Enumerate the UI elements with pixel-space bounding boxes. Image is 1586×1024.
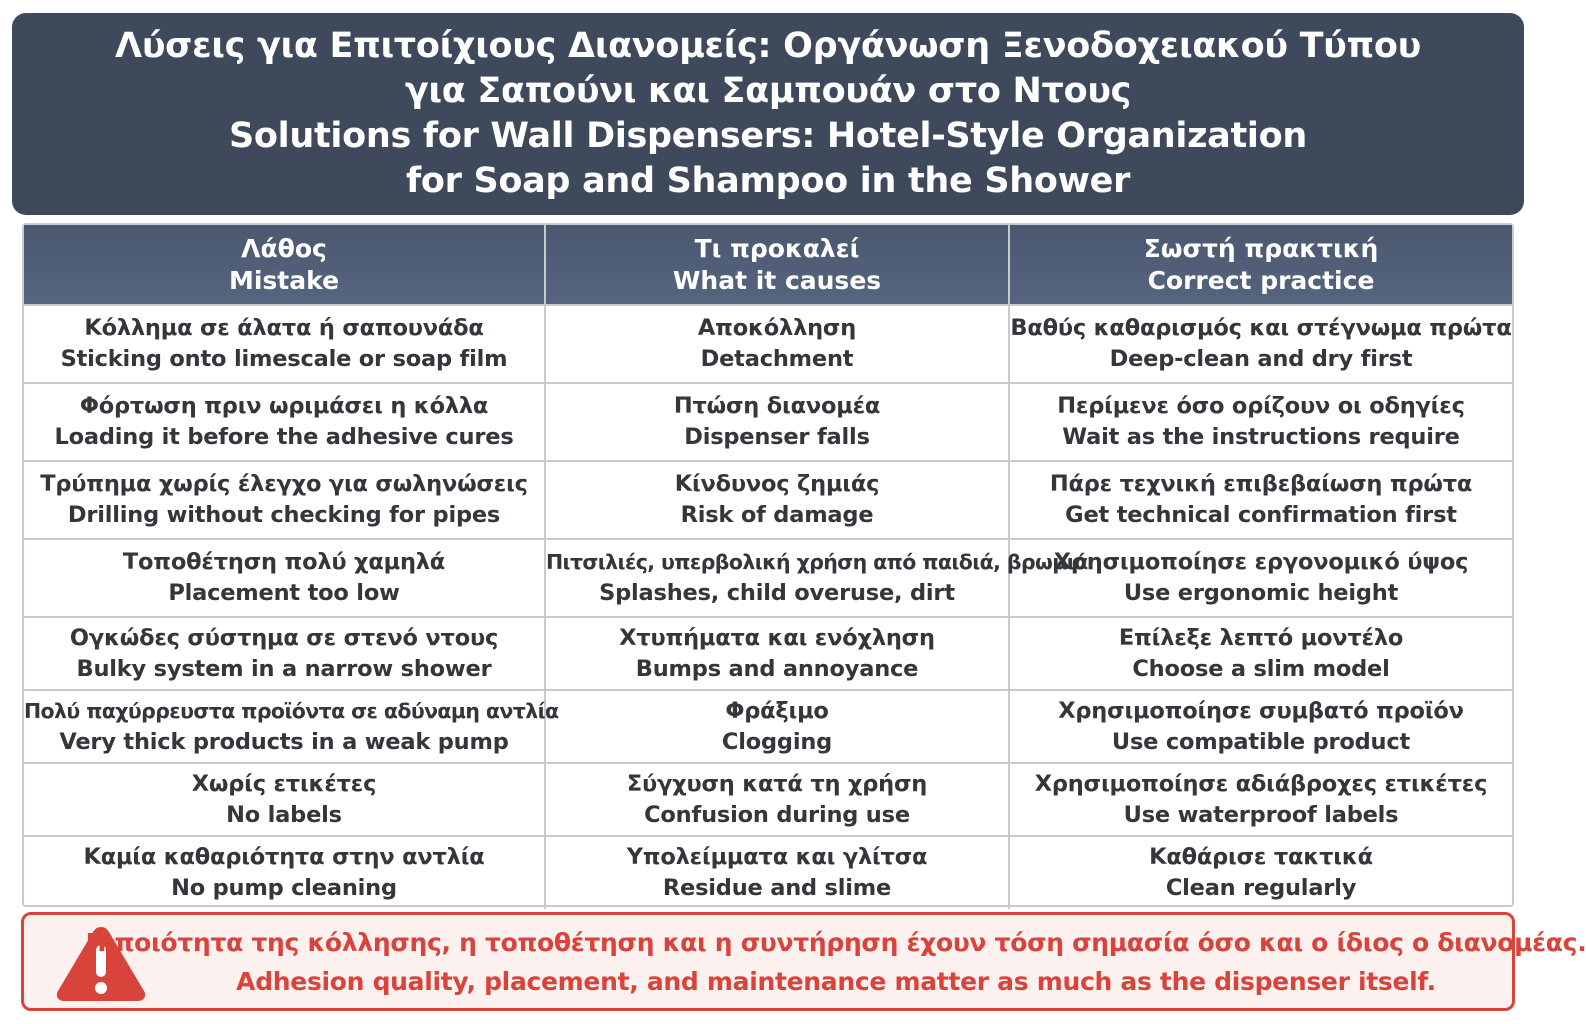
title-english-line-2: for Soap and Shampoo in the Shower <box>405 161 1131 201</box>
table-row <box>24 305 1512 383</box>
cell-el: Χρησιμοποίησε αδιάβροχες ετικέτες <box>1034 770 1488 797</box>
cell-el: Πολύ παχύρρευστα προϊόντα σε αδύναμη αντλία <box>24 698 559 723</box>
cause-cell <box>545 305 1009 383</box>
table-header-row <box>24 225 1512 305</box>
cell-el: Φράξιμο <box>725 697 829 724</box>
cell-el: Φόρτωση πριν ωριμάσει η κόλλα <box>79 393 489 419</box>
column-header-el: Λάθος <box>241 233 327 263</box>
table-row <box>24 617 1512 690</box>
cell-el: Κόλλημα σε άλατα ή σαπουνάδα <box>84 315 484 341</box>
cause-cell <box>545 383 1009 461</box>
cell-en: No labels <box>226 801 342 828</box>
cell-el: Αποκόλληση <box>697 315 857 341</box>
practice-cell <box>1009 763 1512 836</box>
cell-en: Confusion during use <box>644 801 910 828</box>
table-row <box>24 836 1512 909</box>
cell-el: Πιτσιλιές, υπερβολική χρήση από παιδιά, βρωμιά <box>546 550 1088 574</box>
mistake-cell <box>24 461 545 539</box>
practice-cell <box>1009 617 1512 690</box>
table-row <box>24 763 1512 836</box>
cell-en: Drilling without checking for pipes <box>67 502 501 528</box>
title-english-line-1: Solutions for Wall Dispensers: Hotel-Style Organization <box>229 116 1307 156</box>
cell-el: Σύγχυση κατά τη χρήση <box>626 770 928 797</box>
cell-en: Splashes, child overuse, dirt <box>599 580 955 606</box>
cell-en: Use ergonomic height <box>1123 580 1399 606</box>
cause-cell <box>545 539 1088 617</box>
column-header-en: Mistake <box>228 265 340 295</box>
column-header-el: Σωστή πρακτική <box>1143 233 1379 263</box>
cell-el: Περίμενε όσο ορίζουν οι οδηγίες <box>1057 393 1465 419</box>
page-header <box>12 13 1524 215</box>
column-header-el: Τι προκαλεί <box>694 233 860 263</box>
practice-cell <box>1009 690 1512 763</box>
practice-cell <box>1009 305 1512 383</box>
cell-en: Deep-clean and dry first <box>1109 346 1413 372</box>
cause-cell <box>545 461 1009 539</box>
cell-en: Sticking onto limescale or soap film <box>60 346 508 372</box>
cell-en: Bumps and annoyance <box>635 655 919 682</box>
cause-cell <box>545 690 1009 763</box>
title-greek-line-2: για Σαπούνι και Σαμπουάν στο Ντους <box>404 71 1132 111</box>
cause-cell <box>545 836 1009 909</box>
cell-en: Clogging <box>721 728 833 755</box>
cell-en: Clean regularly <box>1165 875 1357 901</box>
table-row <box>24 690 1512 763</box>
practice-cell <box>1009 383 1512 461</box>
cell-en: Wait as the instructions require <box>1062 424 1460 450</box>
mistake-cell <box>24 539 545 617</box>
cell-en: Risk of damage <box>680 502 874 528</box>
cell-en: Choose a slim model <box>1132 655 1390 682</box>
cell-el: Καθάρισε τακτικά <box>1149 844 1373 870</box>
mistake-cell <box>24 383 545 461</box>
cell-en: Placement too low <box>168 580 400 606</box>
mistakes-table <box>22 223 1514 907</box>
warning-text <box>85 915 1586 1008</box>
cell-el: Πτώση διανομέα <box>673 393 881 419</box>
mistake-cell <box>24 763 545 836</box>
cell-el: Επίλεξε λεπτό μοντέλο <box>1118 624 1404 651</box>
mistake-cell <box>24 836 545 909</box>
cell-el: Τοποθέτηση πολύ χαμηλά <box>122 549 446 575</box>
table-row <box>24 461 1512 539</box>
cell-el: Ογκώδες σύστημα σε στενό ντους <box>69 624 499 651</box>
cell-en: Use waterproof labels <box>1123 801 1399 828</box>
cell-el: Χρησιμοποίησε συμβατό προϊόν <box>1058 697 1464 724</box>
mistake-cell <box>24 617 545 690</box>
cause-cell <box>545 763 1009 836</box>
column-header-en: What it causes <box>672 265 882 295</box>
cell-en: No pump cleaning <box>171 875 397 901</box>
cell-el: Τρύπημα χωρίς έλεγχο για σωληνώσεις <box>40 471 528 497</box>
cell-en: Use compatible product <box>1111 728 1411 755</box>
cell-el: Πάρε τεχνική επιβεβαίωση πρώτα <box>1049 471 1473 497</box>
practice-cell <box>1009 836 1512 909</box>
cause-cell <box>545 617 1009 690</box>
cell-en: Get technical confirmation first <box>1065 502 1457 528</box>
column-header-en: Correct practice <box>1147 265 1375 295</box>
cell-el: Κίνδυνος ζημιάς <box>674 471 880 497</box>
cell-el: Χτυπήματα και ενόχληση <box>619 624 935 651</box>
table-row <box>24 539 1512 617</box>
column-header-causes <box>545 225 1009 305</box>
cell-el: Υπολείμματα και γλίτσα <box>626 844 928 870</box>
cell-en: Dispenser falls <box>684 424 870 450</box>
cell-en: Loading it before the adhesive cures <box>54 424 514 450</box>
mistake-cell <box>24 690 559 763</box>
cell-el: Χρησιμοποίησε εργονομικό ύψος <box>1053 549 1469 575</box>
warning-callout <box>21 912 1586 1011</box>
cell-en: Detachment <box>700 346 854 372</box>
title-greek-line-1: Λύσεις για Επιτοίχιους Διανομείς: Οργάνωση Ξενοδοχειακού Τύπου <box>115 26 1421 66</box>
cell-en: Residue and slime <box>662 875 892 901</box>
warning-text-en: Adhesion quality, placement, and maintenance matter as much as the dispenser itself. <box>236 966 1436 996</box>
mistake-cell <box>24 305 545 383</box>
cell-el: Καμία καθαριότητα στην αντλία <box>83 844 485 870</box>
warning-text-el: Η ποιότητα της κόλλησης, η τοποθέτηση και η συντήρηση έχουν τόση σημασία όσο και ο ίδιος ο διανομέας. <box>85 927 1586 957</box>
table-row <box>24 383 1512 461</box>
cell-el: Χωρίς ετικέτες <box>191 770 377 797</box>
column-header-mistake <box>24 225 545 305</box>
practice-cell <box>1009 461 1512 539</box>
practice-cell <box>1009 539 1512 617</box>
cell-en: Very thick products in a weak pump <box>59 728 509 755</box>
column-header-practice <box>1009 225 1512 305</box>
cell-en: Bulky system in a narrow shower <box>76 655 492 682</box>
cell-el: Βαθύς καθαρισμός και στέγνωμα πρώτα <box>1010 315 1512 341</box>
